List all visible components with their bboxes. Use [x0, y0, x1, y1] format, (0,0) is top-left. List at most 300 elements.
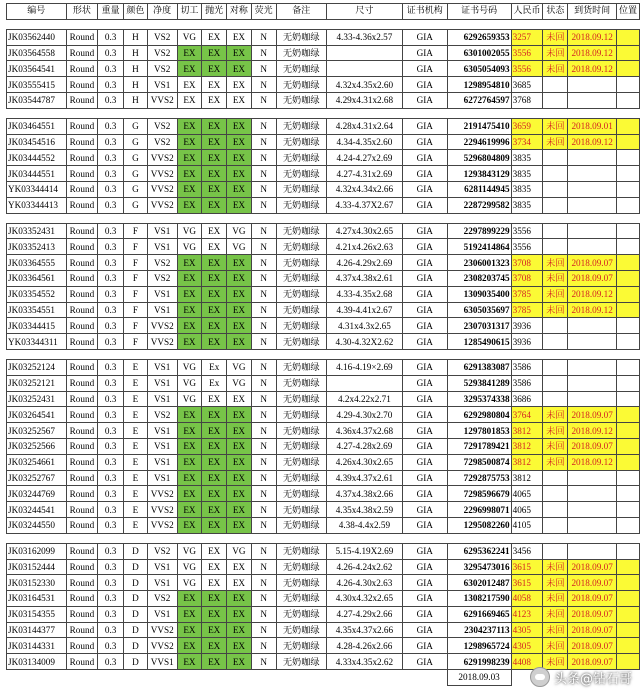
note-cell: 无奶咖绿: [276, 391, 326, 407]
clarity-cell: VVS2: [147, 517, 177, 533]
stone-id-cell: JK03244550: [7, 517, 67, 533]
empty-cell: [66, 533, 98, 543]
cut-cell: EX: [177, 61, 202, 77]
fluorescence-cell: N: [251, 517, 276, 533]
empty-cell: [98, 108, 124, 118]
arrival-date-cell: 2018.09.07: [568, 407, 617, 423]
dimensions-cell: 4.33-4.36x2.57: [326, 29, 402, 45]
polish-cell: EX: [202, 423, 227, 439]
symmetry-cell: EX: [227, 166, 252, 182]
column-header: 对称: [227, 4, 252, 20]
empty-cell: [568, 108, 617, 118]
weight-cell: 0.3: [98, 150, 124, 166]
empty-cell: [202, 213, 227, 223]
price-cell: 3835: [511, 181, 543, 197]
empty-cell: [147, 213, 177, 223]
color-grade-cell: G: [124, 118, 148, 134]
cert-number-cell: 2287299582: [447, 197, 511, 213]
status-cell: 未回: [543, 118, 568, 134]
empty-cell: [66, 108, 98, 118]
dimensions-cell: 4.28x4.31x2.64: [326, 118, 402, 134]
table-row: [7, 517, 640, 533]
empty-cell: [276, 213, 326, 223]
lab-cell: GIA: [402, 575, 447, 591]
table-row: [7, 454, 640, 470]
status-cell: [543, 197, 568, 213]
empty-cell: [511, 108, 543, 118]
weight-cell: 0.3: [98, 255, 124, 271]
clarity-cell: VVS2: [147, 92, 177, 108]
location-cell: [616, 45, 639, 61]
status-cell: 未回: [543, 407, 568, 423]
price-cell: 3257: [511, 29, 543, 45]
empty-cell: [543, 213, 568, 223]
price-cell: 4408: [511, 654, 543, 670]
weight-cell: 0.3: [98, 423, 124, 439]
symmetry-cell: EX: [227, 486, 252, 502]
dimensions-cell: 4.38-4.4x2.59: [326, 517, 402, 533]
color-grade-cell: H: [124, 92, 148, 108]
empty-cell: [66, 213, 98, 223]
shape-cell: Round: [66, 423, 98, 439]
stone-id-cell: YK03344311: [7, 334, 67, 350]
location-cell: [616, 591, 639, 607]
cert-number-cell: 1285490615: [447, 334, 511, 350]
column-header: 重量: [98, 4, 124, 20]
empty-cell: [543, 19, 568, 29]
status-cell: [543, 517, 568, 533]
shape-cell: Round: [66, 470, 98, 486]
empty-cell: [568, 213, 617, 223]
note-cell: 无奶咖绿: [276, 438, 326, 454]
location-cell: [616, 517, 639, 533]
fluorescence-cell: N: [251, 654, 276, 670]
empty-cell: [326, 349, 402, 359]
weight-cell: 0.3: [98, 334, 124, 350]
shape-cell: Round: [66, 61, 98, 77]
empty-cell: [98, 533, 124, 543]
weight-cell: 0.3: [98, 606, 124, 622]
location-cell: [616, 302, 639, 318]
cut-cell: EX: [177, 286, 202, 302]
weight-cell: 0.3: [98, 391, 124, 407]
empty-cell: [98, 213, 124, 223]
weight-cell: 0.3: [98, 239, 124, 255]
empty-cell: [124, 533, 148, 543]
lab-cell: GIA: [402, 407, 447, 423]
empty-cell: [326, 19, 402, 29]
stone-id-cell: JK03152444: [7, 559, 67, 575]
lab-cell: GIA: [402, 118, 447, 134]
color-grade-cell: D: [124, 543, 148, 559]
polish-cell: EX: [202, 606, 227, 622]
symmetry-cell: EX: [227, 61, 252, 77]
cut-cell: VG: [177, 223, 202, 239]
status-cell: [543, 334, 568, 350]
price-cell: 3812: [511, 438, 543, 454]
clarity-cell: VVS2: [147, 334, 177, 350]
price-cell: 4058: [511, 591, 543, 607]
note-cell: 无奶咖绿: [276, 61, 326, 77]
lab-cell: GIA: [402, 197, 447, 213]
color-grade-cell: E: [124, 391, 148, 407]
empty-cell: [251, 213, 276, 223]
dimensions-cell: 4.29x4.31x2.68: [326, 92, 402, 108]
color-grade-cell: G: [124, 134, 148, 150]
location-cell: [616, 166, 639, 182]
shape-cell: Round: [66, 334, 98, 350]
cert-number-cell: 7298596679: [447, 486, 511, 502]
empty-cell: [402, 533, 447, 543]
shape-cell: Round: [66, 166, 98, 182]
fluorescence-cell: N: [251, 29, 276, 45]
polish-cell: EX: [202, 486, 227, 502]
cut-cell: EX: [177, 150, 202, 166]
table-row: [7, 223, 640, 239]
location-cell: [616, 622, 639, 638]
lab-cell: GIA: [402, 61, 447, 77]
cut-cell: EX: [177, 517, 202, 533]
clarity-cell: VVS2: [147, 622, 177, 638]
symmetry-cell: VG: [227, 239, 252, 255]
symmetry-cell: EX: [227, 302, 252, 318]
dimensions-cell: 4.37x4.38x2.61: [326, 270, 402, 286]
stone-id-cell: JK03354552: [7, 286, 67, 302]
cert-number-cell: 2297899229: [447, 223, 511, 239]
fluorescence-cell: N: [251, 270, 276, 286]
empty-cell: [402, 213, 447, 223]
status-cell: 未回: [543, 134, 568, 150]
status-cell: [543, 359, 568, 375]
shape-cell: Round: [66, 134, 98, 150]
empty-cell: [202, 349, 227, 359]
shape-cell: Round: [66, 181, 98, 197]
polish-cell: EX: [202, 391, 227, 407]
cut-cell: VG: [177, 375, 202, 391]
clarity-cell: VS1: [147, 77, 177, 93]
dimensions-cell: 5.15-4.19X2.69: [326, 543, 402, 559]
stone-id-cell: JK03354551: [7, 302, 67, 318]
fluorescence-cell: N: [251, 375, 276, 391]
polish-cell: EX: [202, 638, 227, 654]
polish-cell: EX: [202, 255, 227, 271]
dimensions-cell: 4.31x4.3x2.65: [326, 318, 402, 334]
location-cell: [616, 255, 639, 271]
clarity-cell: VVS2: [147, 318, 177, 334]
location-cell: [616, 197, 639, 213]
arrival-date-cell: 2018.09.12: [568, 302, 617, 318]
empty-cell: [7, 349, 67, 359]
note-cell: 无奶咖绿: [276, 575, 326, 591]
status-cell: 未回: [543, 438, 568, 454]
empty-cell: [66, 19, 98, 29]
watermark-text: 头条@钻石哥: [553, 671, 632, 687]
fluorescence-cell: N: [251, 622, 276, 638]
fluorescence-cell: N: [251, 223, 276, 239]
location-cell: [616, 223, 639, 239]
fluorescence-cell: N: [251, 92, 276, 108]
cut-cell: EX: [177, 92, 202, 108]
arrival-date-cell: 2018.09.12: [568, 286, 617, 302]
toutiao-logo-icon: [530, 667, 550, 687]
empty-cell: [177, 349, 202, 359]
lab-cell: GIA: [402, 638, 447, 654]
shape-cell: Round: [66, 591, 98, 607]
clarity-cell: VS2: [147, 255, 177, 271]
price-cell: 3764: [511, 407, 543, 423]
cut-cell: EX: [177, 638, 202, 654]
status-cell: [543, 181, 568, 197]
fluorescence-cell: N: [251, 502, 276, 518]
stone-id-cell: JK03562440: [7, 29, 67, 45]
stone-id-cell: JK03464551: [7, 118, 67, 134]
color-grade-cell: D: [124, 622, 148, 638]
dimensions-cell: 4.35x4.38x2.59: [326, 502, 402, 518]
clarity-cell: VS2: [147, 61, 177, 77]
weight-cell: 0.3: [98, 302, 124, 318]
arrival-date-cell: [568, 502, 617, 518]
color-grade-cell: H: [124, 61, 148, 77]
color-grade-cell: E: [124, 407, 148, 423]
table-row: [7, 638, 640, 654]
empty-cell: [616, 19, 639, 29]
stone-id-cell: YK03344413: [7, 197, 67, 213]
symmetry-cell: EX: [227, 654, 252, 670]
price-cell: 3556: [511, 61, 543, 77]
fluorescence-cell: N: [251, 61, 276, 77]
color-grade-cell: E: [124, 375, 148, 391]
price-cell: 3812: [511, 470, 543, 486]
clarity-cell: VS1: [147, 375, 177, 391]
arrival-date-cell: 2018.09.12: [568, 29, 617, 45]
table-row: [7, 575, 640, 591]
lab-cell: GIA: [402, 239, 447, 255]
location-cell: [616, 181, 639, 197]
table-row: [7, 334, 640, 350]
shape-cell: Round: [66, 286, 98, 302]
weight-cell: 0.3: [98, 543, 124, 559]
polish-cell: EX: [202, 591, 227, 607]
dimensions-cell: 4.28-4.26x2.66: [326, 638, 402, 654]
note-cell: 无奶咖绿: [276, 375, 326, 391]
empty-cell: [326, 213, 402, 223]
symmetry-cell: EX: [227, 92, 252, 108]
symmetry-cell: EX: [227, 622, 252, 638]
price-cell: 3785: [511, 302, 543, 318]
lab-cell: GIA: [402, 270, 447, 286]
polish-cell: EX: [202, 29, 227, 45]
table-row: [7, 302, 640, 318]
stone-id-cell: JK03252566: [7, 438, 67, 454]
lab-cell: GIA: [402, 606, 447, 622]
lab-cell: GIA: [402, 223, 447, 239]
price-cell: 3708: [511, 270, 543, 286]
color-grade-cell: H: [124, 45, 148, 61]
table-row: [7, 134, 640, 150]
arrival-date-cell: 2018.09.07: [568, 638, 617, 654]
cert-number-cell: 6292659353: [447, 29, 511, 45]
status-cell: 未回: [543, 29, 568, 45]
lab-cell: GIA: [402, 622, 447, 638]
weight-cell: 0.3: [98, 181, 124, 197]
table-row: [7, 92, 640, 108]
lab-cell: GIA: [402, 286, 447, 302]
lab-cell: GIA: [402, 591, 447, 607]
empty-cell: [177, 213, 202, 223]
status-cell: [543, 77, 568, 93]
symmetry-cell: EX: [227, 638, 252, 654]
fluorescence-cell: N: [251, 255, 276, 271]
price-cell: 3835: [511, 166, 543, 182]
group-separator: [7, 349, 640, 359]
status-cell: 未回: [543, 61, 568, 77]
table-row: [7, 391, 640, 407]
cut-cell: EX: [177, 454, 202, 470]
status-cell: [543, 223, 568, 239]
clarity-cell: VS1: [147, 239, 177, 255]
arrival-date-cell: 2018.09.12: [568, 45, 617, 61]
polish-cell: EX: [202, 438, 227, 454]
arrival-date-cell: 2018.09.07: [568, 559, 617, 575]
fluorescence-cell: N: [251, 286, 276, 302]
cert-number-cell: 2296998071: [447, 502, 511, 518]
arrival-date-cell: [568, 150, 617, 166]
shape-cell: Round: [66, 77, 98, 93]
shape-cell: Round: [66, 486, 98, 502]
status-cell: 未回: [543, 454, 568, 470]
fluorescence-cell: N: [251, 134, 276, 150]
lab-cell: GIA: [402, 29, 447, 45]
polish-cell: Ex: [202, 359, 227, 375]
table-row: [7, 543, 640, 559]
footer-spacer: [7, 670, 448, 686]
cert-number-cell: 7298500874: [447, 454, 511, 470]
polish-cell: EX: [202, 470, 227, 486]
color-grade-cell: D: [124, 606, 148, 622]
empty-cell: [227, 108, 252, 118]
stone-id-cell: JK03344415: [7, 318, 67, 334]
color-grade-cell: E: [124, 517, 148, 533]
lab-cell: GIA: [402, 559, 447, 575]
dimensions-cell: 4.2x4.22x2.71: [326, 391, 402, 407]
shape-cell: Round: [66, 302, 98, 318]
note-cell: 无奶咖绿: [276, 423, 326, 439]
arrival-date-cell: [568, 486, 617, 502]
arrival-date-cell: 2018.09.01: [568, 118, 617, 134]
cert-number-cell: 6305054093: [447, 61, 511, 77]
color-grade-cell: F: [124, 255, 148, 271]
stone-id-cell: JK03444552: [7, 150, 67, 166]
stone-id-cell: JK03264541: [7, 407, 67, 423]
polish-cell: EX: [202, 134, 227, 150]
table-row: [7, 77, 640, 93]
polish-cell: EX: [202, 118, 227, 134]
cert-number-cell: 6291998239: [447, 654, 511, 670]
color-grade-cell: E: [124, 454, 148, 470]
note-cell: 无奶咖绿: [276, 239, 326, 255]
stone-id-cell: JK03254661: [7, 454, 67, 470]
empty-cell: [543, 108, 568, 118]
cut-cell: EX: [177, 166, 202, 182]
weight-cell: 0.3: [98, 92, 124, 108]
location-cell: [616, 391, 639, 407]
polish-cell: Ex: [202, 375, 227, 391]
color-grade-cell: F: [124, 286, 148, 302]
cut-cell: EX: [177, 318, 202, 334]
clarity-cell: VS1: [147, 559, 177, 575]
table-row: [7, 239, 640, 255]
clarity-cell: VS2: [147, 270, 177, 286]
lab-cell: GIA: [402, 486, 447, 502]
weight-cell: 0.3: [98, 318, 124, 334]
symmetry-cell: EX: [227, 391, 252, 407]
dimensions-cell: 4.26-4.29x2.69: [326, 255, 402, 271]
empty-cell: [177, 533, 202, 543]
stone-id-cell: JK03252124: [7, 359, 67, 375]
table-row: [7, 61, 640, 77]
weight-cell: 0.3: [98, 470, 124, 486]
cert-number-cell: 1308217590: [447, 591, 511, 607]
fluorescence-cell: N: [251, 423, 276, 439]
lab-cell: GIA: [402, 166, 447, 182]
symmetry-cell: VG: [227, 375, 252, 391]
fluorescence-cell: N: [251, 454, 276, 470]
status-cell: [543, 543, 568, 559]
fluorescence-cell: N: [251, 359, 276, 375]
clarity-cell: VVS2: [147, 166, 177, 182]
column-header: 证书机构: [402, 4, 447, 20]
arrival-date-cell: 2018.09.12: [568, 454, 617, 470]
shape-cell: Round: [66, 438, 98, 454]
price-cell: 3768: [511, 92, 543, 108]
dimensions-cell: 4.27-4.28x2.69: [326, 438, 402, 454]
empty-cell: [402, 108, 447, 118]
dimensions-cell: 4.36x4.37x2.68: [326, 423, 402, 439]
arrival-date-cell: 2018.09.07: [568, 255, 617, 271]
cert-number-cell: 1293843129: [447, 166, 511, 182]
stone-id-cell: JK03364555: [7, 255, 67, 271]
note-cell: 无奶咖绿: [276, 502, 326, 518]
empty-cell: [177, 108, 202, 118]
color-grade-cell: E: [124, 502, 148, 518]
lab-cell: GIA: [402, 359, 447, 375]
arrival-date-cell: [568, 334, 617, 350]
column-header: 荧光: [251, 4, 276, 20]
empty-cell: [511, 213, 543, 223]
fluorescence-cell: N: [251, 438, 276, 454]
dimensions-cell: 4.29-4.30x2.70: [326, 407, 402, 423]
clarity-cell: VS1: [147, 223, 177, 239]
arrival-date-cell: [568, 223, 617, 239]
clarity-cell: VS1: [147, 391, 177, 407]
stone-id-cell: JK03252431: [7, 391, 67, 407]
clarity-cell: VS1: [147, 423, 177, 439]
price-cell: 3659: [511, 118, 543, 134]
arrival-date-cell: [568, 318, 617, 334]
clarity-cell: VS1: [147, 302, 177, 318]
price-cell: 3835: [511, 150, 543, 166]
status-cell: 未回: [543, 591, 568, 607]
cert-number-cell: 1309035400: [447, 286, 511, 302]
arrival-date-cell: [568, 359, 617, 375]
price-cell: 3708: [511, 255, 543, 271]
stone-id-cell: JK03244541: [7, 502, 67, 518]
status-cell: [543, 375, 568, 391]
note-cell: 无奶咖绿: [276, 92, 326, 108]
dimensions-cell: 4.27x4.30x2.65: [326, 223, 402, 239]
stone-id-cell: JK03244769: [7, 486, 67, 502]
empty-cell: [124, 19, 148, 29]
